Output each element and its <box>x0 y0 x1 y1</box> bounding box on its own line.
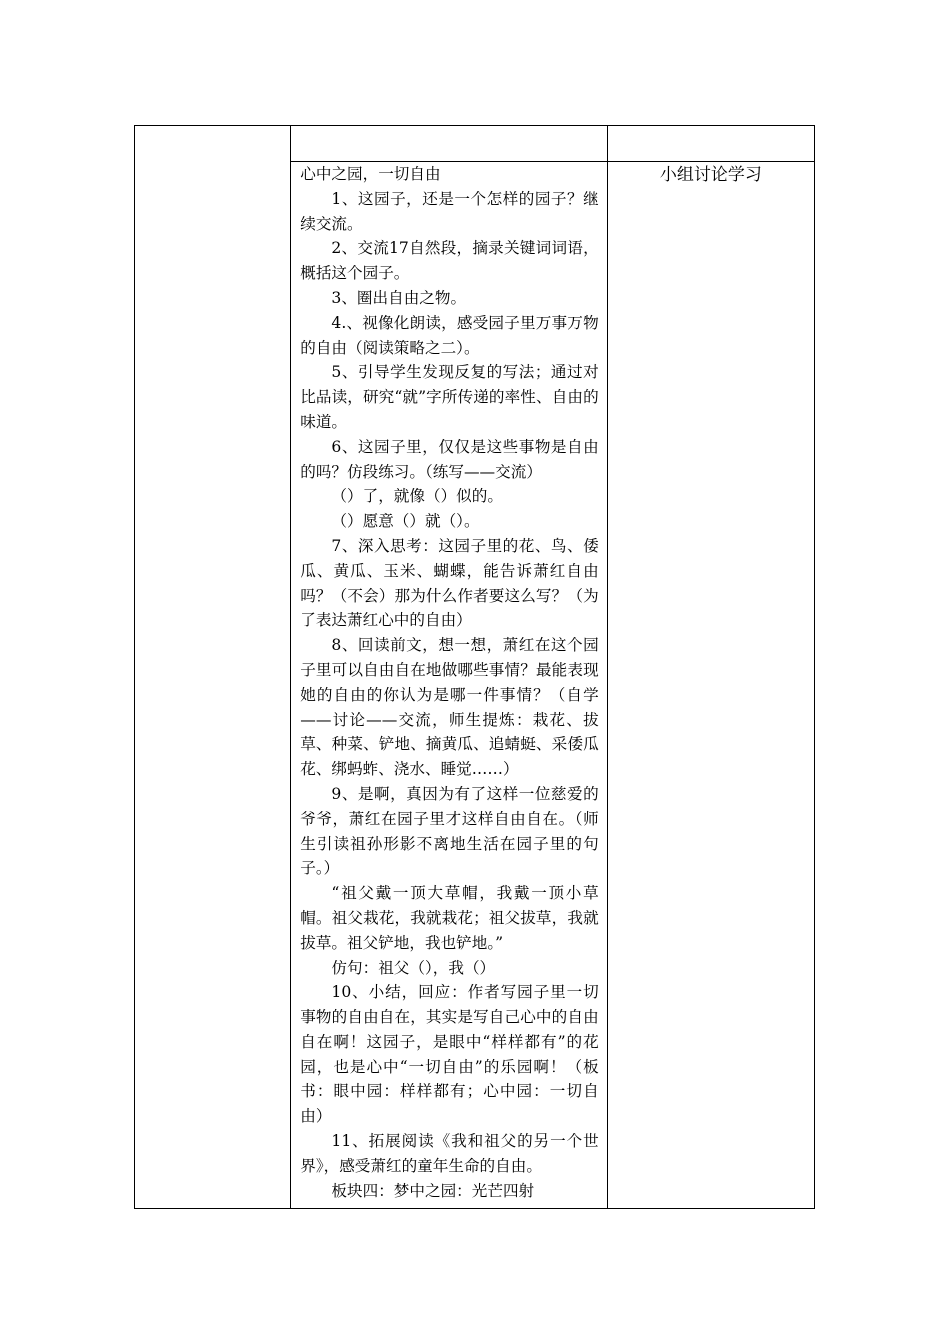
step-paragraph: 仿句：祖父（），我（） <box>331 958 496 977</box>
step-paragraph: 6、这园子里，仅仅是这些事物是自由的吗？仿段练习。（练写——交流） <box>300 437 599 481</box>
step-paragraph: 4.、视像化朗读，感受园子里万事万物的自由（阅读策略之二）。 <box>300 313 599 357</box>
step-paragraph: 8、回读前文，想一想，萧红在这个园子里可以自由自在地做哪些事情？最能表现她的自由的你认为是哪一件事情？（自学——讨论——交流，师生提炼：栽花、拔草、种菜、铲地、摘黄瓜、追蜻蜓、采倭瓜花、绑蚂蚱、浇水、睡觉……） <box>300 636 599 779</box>
step-paragraph: 心中之园，一切自由 <box>300 165 441 183</box>
table-header-row <box>135 126 815 162</box>
group-discussion-note: 小组讨论学习 <box>659 165 762 185</box>
note-cell <box>607 162 814 1209</box>
top-middle-empty-cell <box>291 126 607 162</box>
teaching-steps-cell <box>291 162 607 1209</box>
step-paragraph: 9、是啊，真因为有了这样一位慈爱的爷爷，萧红在园子里才这样自由自在。（师生引读祖孙形影不离地生活在园子里的句子。） <box>300 784 599 878</box>
step-paragraph: “祖父戴一顶大草帽，我戴一顶小草帽。祖父栽花，我就栽花；祖父拔草，我就拔草。祖父铲地，我也铲地。” <box>300 884 599 952</box>
step-paragraph: 10、小结，回应：作者写园子里一切事物的自由自在，其实是写自己心中的自由自在啊！这园子，是眼中“样样都有”的花园，也是心中“一切自由”的乐园啊！（板书：眼中园：样样都有；心中园：一切自由） <box>300 983 599 1126</box>
left-empty-cell <box>135 126 291 1209</box>
teaching-steps-text <box>291 162 606 1203</box>
step-paragraph: （）愿意（）就（）。 <box>331 512 480 531</box>
lesson-plan-table <box>134 125 815 1209</box>
step-paragraph: 5、引导学生发现反复的写法；通过对比品读，研究“就”字所传递的率性、自由的味道。 <box>300 363 599 431</box>
step-paragraph: 11、拓展阅读《我和祖父的另一个世界》，感受萧红的童年生命的自由。 <box>300 1132 599 1175</box>
step-paragraph: 2、交流17自然段，摘录关键词词语，概括这个园子。 <box>300 239 599 283</box>
step-paragraph: 3、圈出自由之物。 <box>331 288 467 307</box>
step-paragraph: 板块四：梦中之园：光芒四射 <box>331 1181 535 1200</box>
step-paragraph: 1、这园子，还是一个怎样的园子？继续交流。 <box>300 189 599 233</box>
step-paragraph: （）了，就像（）似的。 <box>331 487 503 506</box>
step-paragraph: 7、深入思考：这园子里的花、鸟、倭瓜、黄瓜、玉米、蝴蝶，能告诉萧红自由吗？（不会）那为什么作者要这么写？（为了表达萧红心中的自由） <box>300 536 599 630</box>
top-right-empty-cell <box>607 126 814 162</box>
